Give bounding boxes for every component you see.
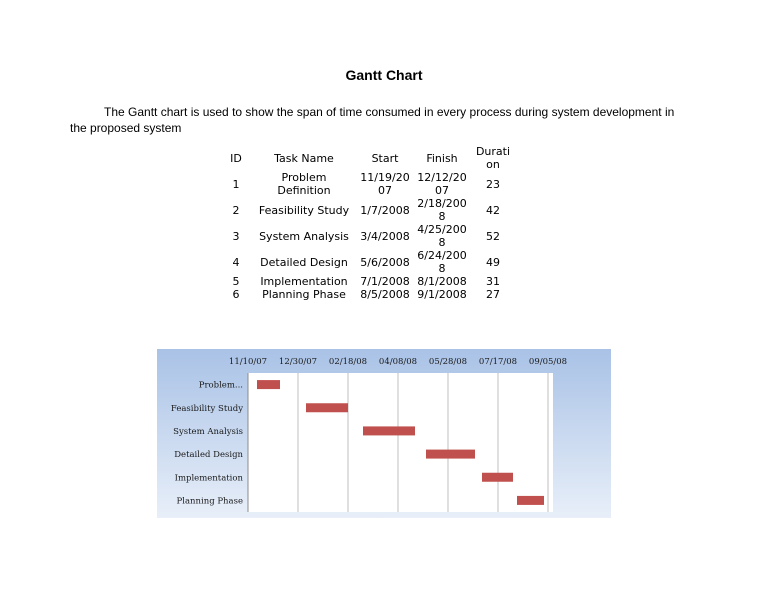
task-table [221, 145, 515, 301]
y-category-label: Feasibility Study [170, 403, 243, 414]
row-id: 6 [232, 288, 240, 301]
row-id: 4 [232, 255, 240, 269]
row-duration: 42 [486, 203, 500, 217]
header-id: ID [230, 151, 242, 165]
x-axis-ticks [229, 357, 567, 367]
table-row [221, 275, 515, 288]
gantt-bar [363, 426, 415, 435]
row-task-name: Detailed Design [260, 255, 348, 269]
header-task-name: Task Name [274, 151, 334, 165]
row-duration: 23 [486, 177, 500, 191]
y-category-label: Planning Phase [176, 496, 243, 507]
table-row [221, 223, 515, 249]
table-row [221, 249, 515, 275]
gantt-bar [482, 473, 513, 482]
row-start: 7/1/2008 [360, 275, 410, 288]
row-task-name: Planning Phase [262, 288, 346, 301]
row-task-name: Implementation [260, 275, 348, 288]
table-row [221, 171, 515, 197]
row-start: 1/7/2008 [360, 203, 410, 217]
row-start: 5/6/2008 [360, 255, 410, 269]
row-start: 11/19/2007 [360, 171, 410, 197]
gantt-chart [157, 349, 611, 518]
row-task-name: System Analysis [259, 229, 349, 243]
x-tick-label: 09/05/08 [528, 357, 568, 367]
page-title: Gantt Chart [345, 67, 423, 83]
table-row [221, 197, 515, 223]
gantt-chart-svg [157, 349, 611, 518]
row-id: 2 [232, 203, 240, 217]
row-id: 5 [232, 275, 240, 288]
row-id: 3 [232, 229, 240, 243]
row-task-name: Feasibility Study [258, 203, 350, 217]
row-finish: 4/25/2008 [417, 223, 467, 249]
x-tick-label: 12/30/07 [278, 357, 318, 367]
row-finish: 12/12/2007 [417, 171, 467, 197]
row-id: 1 [232, 177, 240, 191]
y-category-label: System Analysis [173, 426, 243, 437]
gantt-bar [517, 496, 544, 505]
y-category-label: Implementation [174, 473, 243, 484]
y-category-label: Problem... [198, 380, 243, 391]
row-duration: 49 [486, 255, 500, 269]
row-start: 8/5/2008 [360, 288, 410, 301]
table-header-row [221, 145, 515, 171]
y-category-label: Detailed Design [174, 450, 243, 461]
row-duration: 31 [486, 275, 500, 288]
row-finish: 8/1/2008 [417, 275, 467, 288]
row-duration: 52 [486, 229, 500, 243]
row-start: 3/4/2008 [360, 229, 410, 243]
plot-area [248, 373, 553, 512]
x-tick-label: 11/10/07 [228, 357, 268, 367]
row-duration: 27 [486, 288, 500, 301]
x-tick-label: 04/08/08 [378, 357, 418, 367]
header-start: Start [371, 151, 399, 165]
gantt-bar [306, 403, 348, 412]
x-tick-label: 02/18/08 [328, 357, 368, 367]
x-tick-label: 07/17/08 [478, 357, 518, 367]
row-finish: 9/1/2008 [417, 288, 467, 301]
row-finish: 2/18/2008 [417, 197, 467, 223]
intro-paragraph [70, 104, 690, 136]
intro-text: The Gantt chart is used to show the span of time consumed in every process during system development in the proposed system [70, 105, 675, 135]
table-row [221, 288, 515, 301]
gantt-bar [426, 450, 475, 459]
gantt-bar [257, 380, 280, 389]
x-tick-label: 05/28/08 [428, 357, 468, 367]
row-task-name: Problem Definition [277, 171, 331, 197]
header-duration: Duration [475, 145, 511, 171]
row-finish: 6/24/2008 [417, 249, 467, 275]
header-finish: Finish [426, 151, 458, 165]
